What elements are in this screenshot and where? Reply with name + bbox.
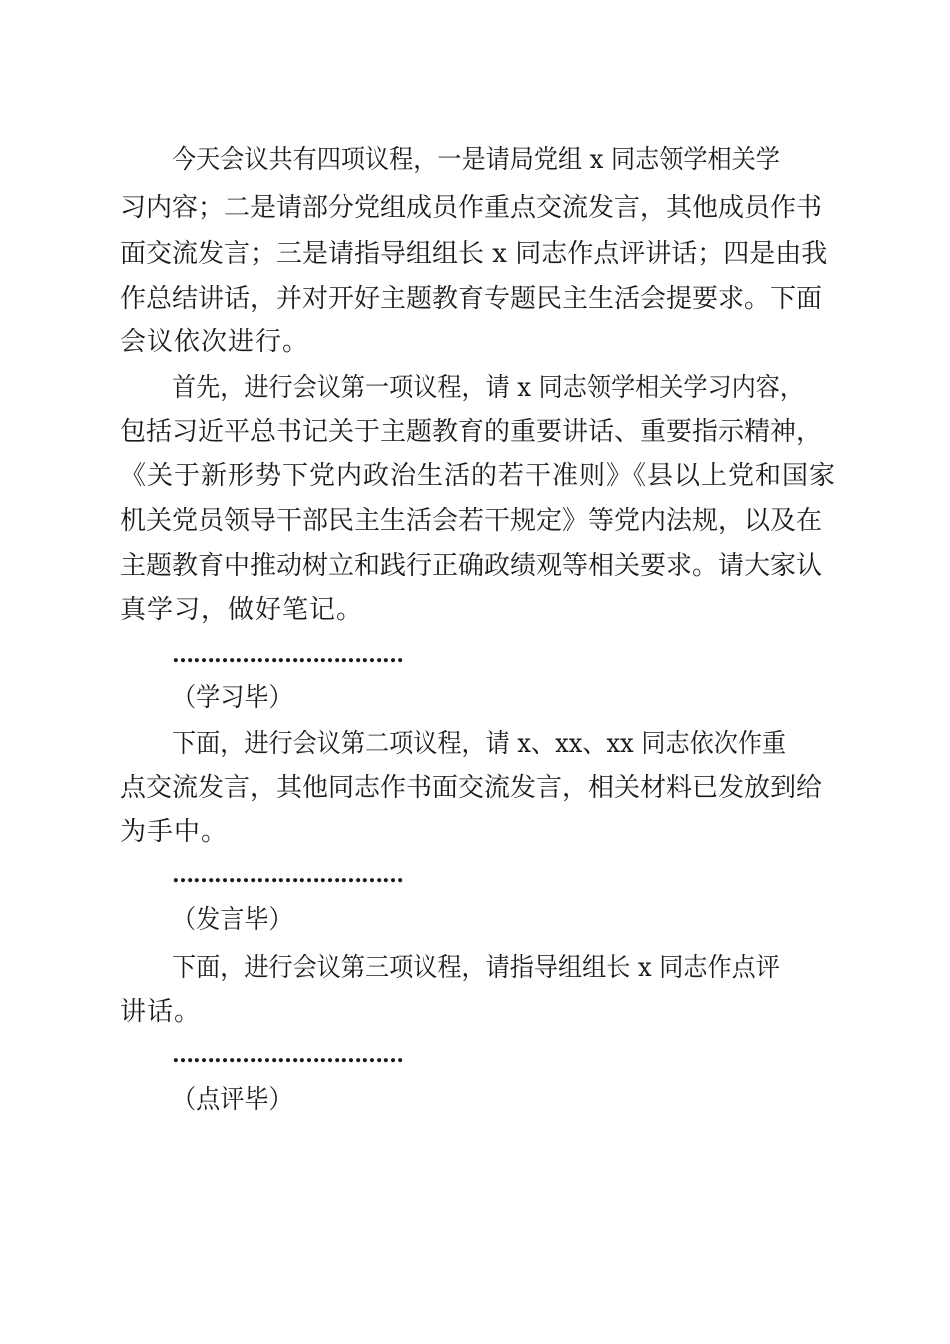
paragraph-1-line-3: 面交流发言；三是请指导组组长 x 同志作点评讲话；四是由我 xyxy=(120,239,828,269)
paragraph-4-line-1: 下面，进行会议第三项议程，请指导组组长 x 同志作点评 xyxy=(172,953,780,983)
paragraph-2-line-6: 真学习，做好笔记。 xyxy=(120,595,364,625)
paragraph-2-line-3: 《关于新形势下党内政治生活的若干准则》《县以上党和国家 xyxy=(120,461,837,491)
paragraph-2-line-4: 机关党员领导干部民主生活会若干规定》等党内法规，以及在 xyxy=(120,506,823,536)
paragraph-1-line-4: 作总结讲话，并对开好主题教育专题民主生活会提要求。下面 xyxy=(120,284,823,314)
paragraph-3-line-2: 点交流发言，其他同志作书面交流发言，相关材料已发放到给 xyxy=(120,773,823,803)
paragraph-4-line-2: 讲话。 xyxy=(120,997,202,1027)
separator-dots: …………………………… xyxy=(172,1042,403,1068)
paragraph-1-line-5: 会议依次进行。 xyxy=(120,327,310,357)
paragraph-1-line-2: 习内容；二是请部分党组成员作重点交流发言，其他成员作书 xyxy=(120,193,823,223)
separator-dots: …………………………… xyxy=(172,862,403,888)
paragraph-2-line-2: 包括习近平总书记关于主题教育的重要讲话、重要指示精神， xyxy=(120,417,823,447)
note-study-finished: （学习毕） xyxy=(172,683,293,713)
separator-dots: …………………………… xyxy=(172,642,403,668)
paragraph-2-line-5: 主题教育中推动树立和践行正确政绩观等相关要求。请大家认 xyxy=(120,551,823,581)
paragraph-3-line-3: 为手中。 xyxy=(120,817,229,847)
paragraph-3-line-1: 下面，进行会议第二项议程，请 x、xx、xx 同志依次作重 xyxy=(172,729,787,759)
note-review-finished: （点评毕） xyxy=(172,1085,293,1115)
paragraph-2-line-1: 首先，进行会议第一项议程，请 x 同志领学相关学习内容， xyxy=(172,373,805,403)
paragraph-1-line-1: 今天会议共有四项议程，一是请局党组 x 同志领学相关学 xyxy=(172,145,780,175)
note-speech-finished: （发言毕） xyxy=(172,905,293,935)
